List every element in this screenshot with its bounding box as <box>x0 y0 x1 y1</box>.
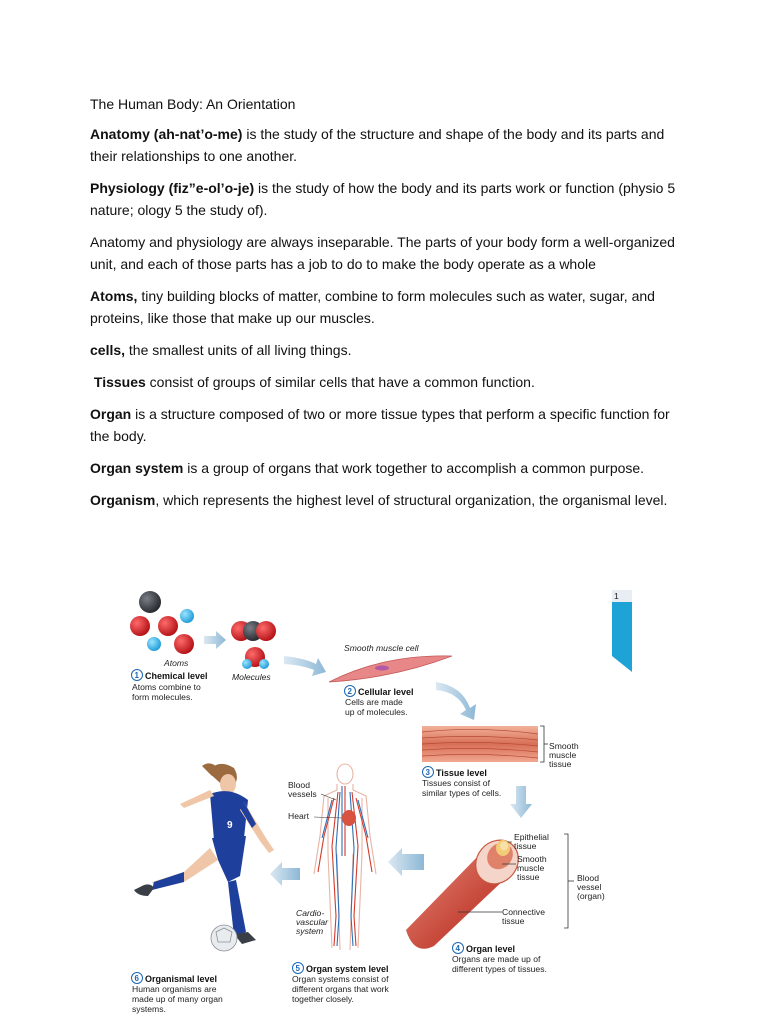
definition: is the study of the structure and shape of the body and its parts and their relationships to one another. <box>90 126 665 164</box>
level-desc: Organs are made up of <box>452 954 541 964</box>
level-desc: Atoms combine to <box>132 682 201 692</box>
body-label: vessels <box>288 789 317 799</box>
level-name: Cellular level <box>358 687 414 697</box>
level-desc: systems. <box>132 1004 166 1014</box>
molecules-illustration <box>231 621 276 669</box>
figure-illustration <box>124 586 632 1016</box>
definition: Anatomy and physiology are always inseparable. The parts of your body form a well-organized unit, and each of those parts has a job to do to make the body operate as a whole <box>90 234 675 272</box>
term: Tissues <box>90 374 146 390</box>
level-desc: Cells are made <box>345 697 403 707</box>
level-number: 6 <box>134 974 139 983</box>
level-number: 2 <box>347 687 352 696</box>
term: Organ <box>90 406 132 422</box>
tissue-label: muscle <box>549 750 577 760</box>
level-3-caption <box>422 767 501 799</box>
definition: is a group of organs that work together to accomplish a common purpose. <box>183 460 645 476</box>
body-label: vascular <box>296 917 328 927</box>
level-1-caption <box>132 670 208 703</box>
paragraph-organ <box>90 403 690 447</box>
level-number: 5 <box>295 964 300 973</box>
level-desc: different types of tissues. <box>452 964 547 974</box>
document-body <box>90 93 690 521</box>
definition: is a structure composed of two or more tissue types that perform a specific function for the body. <box>90 406 670 444</box>
body-label: system <box>296 926 324 936</box>
smooth-muscle-cell-label: Smooth muscle cell <box>344 643 419 653</box>
term: Organism <box>90 492 156 508</box>
arrow-down-icon <box>436 682 476 720</box>
level-name: Chemical level <box>145 671 208 681</box>
smooth-muscle-cell <box>329 656 452 682</box>
levels-of-organization-figure <box>124 586 632 1016</box>
level-desc: made up of many organ <box>132 994 223 1004</box>
level-desc: similar types of cells. <box>422 788 502 798</box>
level-name: Organ system level <box>306 964 389 974</box>
arrow-down-icon <box>510 786 532 818</box>
term: Physiology (fiz”e-ol’o-je) <box>90 180 255 196</box>
organ-label: vessel <box>577 882 602 892</box>
arrow-left-icon <box>270 862 300 886</box>
blood-vessel-illustration <box>406 832 527 949</box>
level-4-caption <box>452 943 547 975</box>
term: Anatomy (ah-nat’o-me) <box>90 126 243 142</box>
jersey-number: 9 <box>227 820 233 831</box>
level-desc: Human organisms are <box>132 984 217 994</box>
tissue-label: tissue <box>517 872 540 882</box>
definition: is the study of how the body and its parts work or function (physio 5 nature; ology 5 the study of). <box>90 180 676 218</box>
tissue-label: muscle <box>517 863 545 873</box>
arrow-right-icon <box>284 656 326 676</box>
definition: the smallest units of all living things. <box>125 342 352 358</box>
smooth-muscle-tissue-illustration <box>422 726 548 762</box>
molecules-label: Molecules <box>232 672 271 682</box>
organ-label: Blood <box>577 873 599 883</box>
level-name: Organismal level <box>145 974 218 984</box>
cell-nucleus <box>375 666 389 671</box>
body-label: Cardio- <box>296 908 325 918</box>
body-label: Heart <box>288 811 310 821</box>
tissue-label: Smooth <box>549 741 579 751</box>
level-5-caption <box>292 963 390 1005</box>
term: cells, <box>90 342 126 358</box>
tissue-label: tissue <box>502 916 525 926</box>
paragraph-organism <box>90 489 690 511</box>
soccer-player-illustration <box>134 763 274 951</box>
level-name: Organ level <box>466 944 516 954</box>
paragraph-organ-system <box>90 457 690 479</box>
document-title: The Human Body: An Orientation <box>90 96 296 112</box>
atoms-label: Atoms <box>164 658 189 668</box>
definition: tiny building blocks of matter, combine to form molecules such as water, sugar, and proteins, like those that make up our muscles. <box>90 288 655 326</box>
tissue-label: Connective <box>502 907 545 917</box>
level-6-caption <box>132 973 223 1015</box>
organ-label: (organ) <box>577 891 605 901</box>
level-desc: up of molecules. <box>345 707 408 717</box>
level-number: 4 <box>455 944 460 953</box>
body-label: Blood <box>288 780 310 790</box>
atoms-illustration <box>130 591 194 654</box>
tissue-label: Epithelial <box>514 832 549 842</box>
term: Atoms, <box>90 288 138 304</box>
level-desc: Organ systems consist of <box>292 974 389 984</box>
level-desc: different organs that work <box>292 984 389 994</box>
paragraph-inseparable <box>90 231 690 275</box>
level-number: 3 <box>425 768 430 777</box>
page-tab <box>612 590 632 672</box>
definition: consist of groups of similar cells that have a common function. <box>145 374 535 390</box>
level-desc: together closely. <box>292 994 354 1004</box>
tissue-label: Smooth <box>517 854 547 864</box>
level-desc: Tissues consist of <box>422 778 490 788</box>
paragraph-physiology <box>90 177 690 221</box>
paragraph-tissues <box>90 371 690 393</box>
arrow-right-icon <box>204 631 226 649</box>
paragraph-anatomy <box>90 123 690 167</box>
level-name: Tissue level <box>436 768 487 778</box>
arrow-left-icon <box>388 848 424 876</box>
definition: , which represents the highest level of structural organization, the organismal level. <box>155 492 668 508</box>
tissue-label: tissue <box>549 759 572 769</box>
paragraph-cells <box>90 339 690 361</box>
page-tab-number: 1 <box>614 591 619 601</box>
paragraph-atoms <box>90 285 690 329</box>
level-number: 1 <box>134 671 139 680</box>
tissue-label: tissue <box>514 841 537 851</box>
level-desc: form molecules. <box>132 692 193 702</box>
level-2-caption <box>345 686 414 718</box>
term: Organ system <box>90 460 184 476</box>
